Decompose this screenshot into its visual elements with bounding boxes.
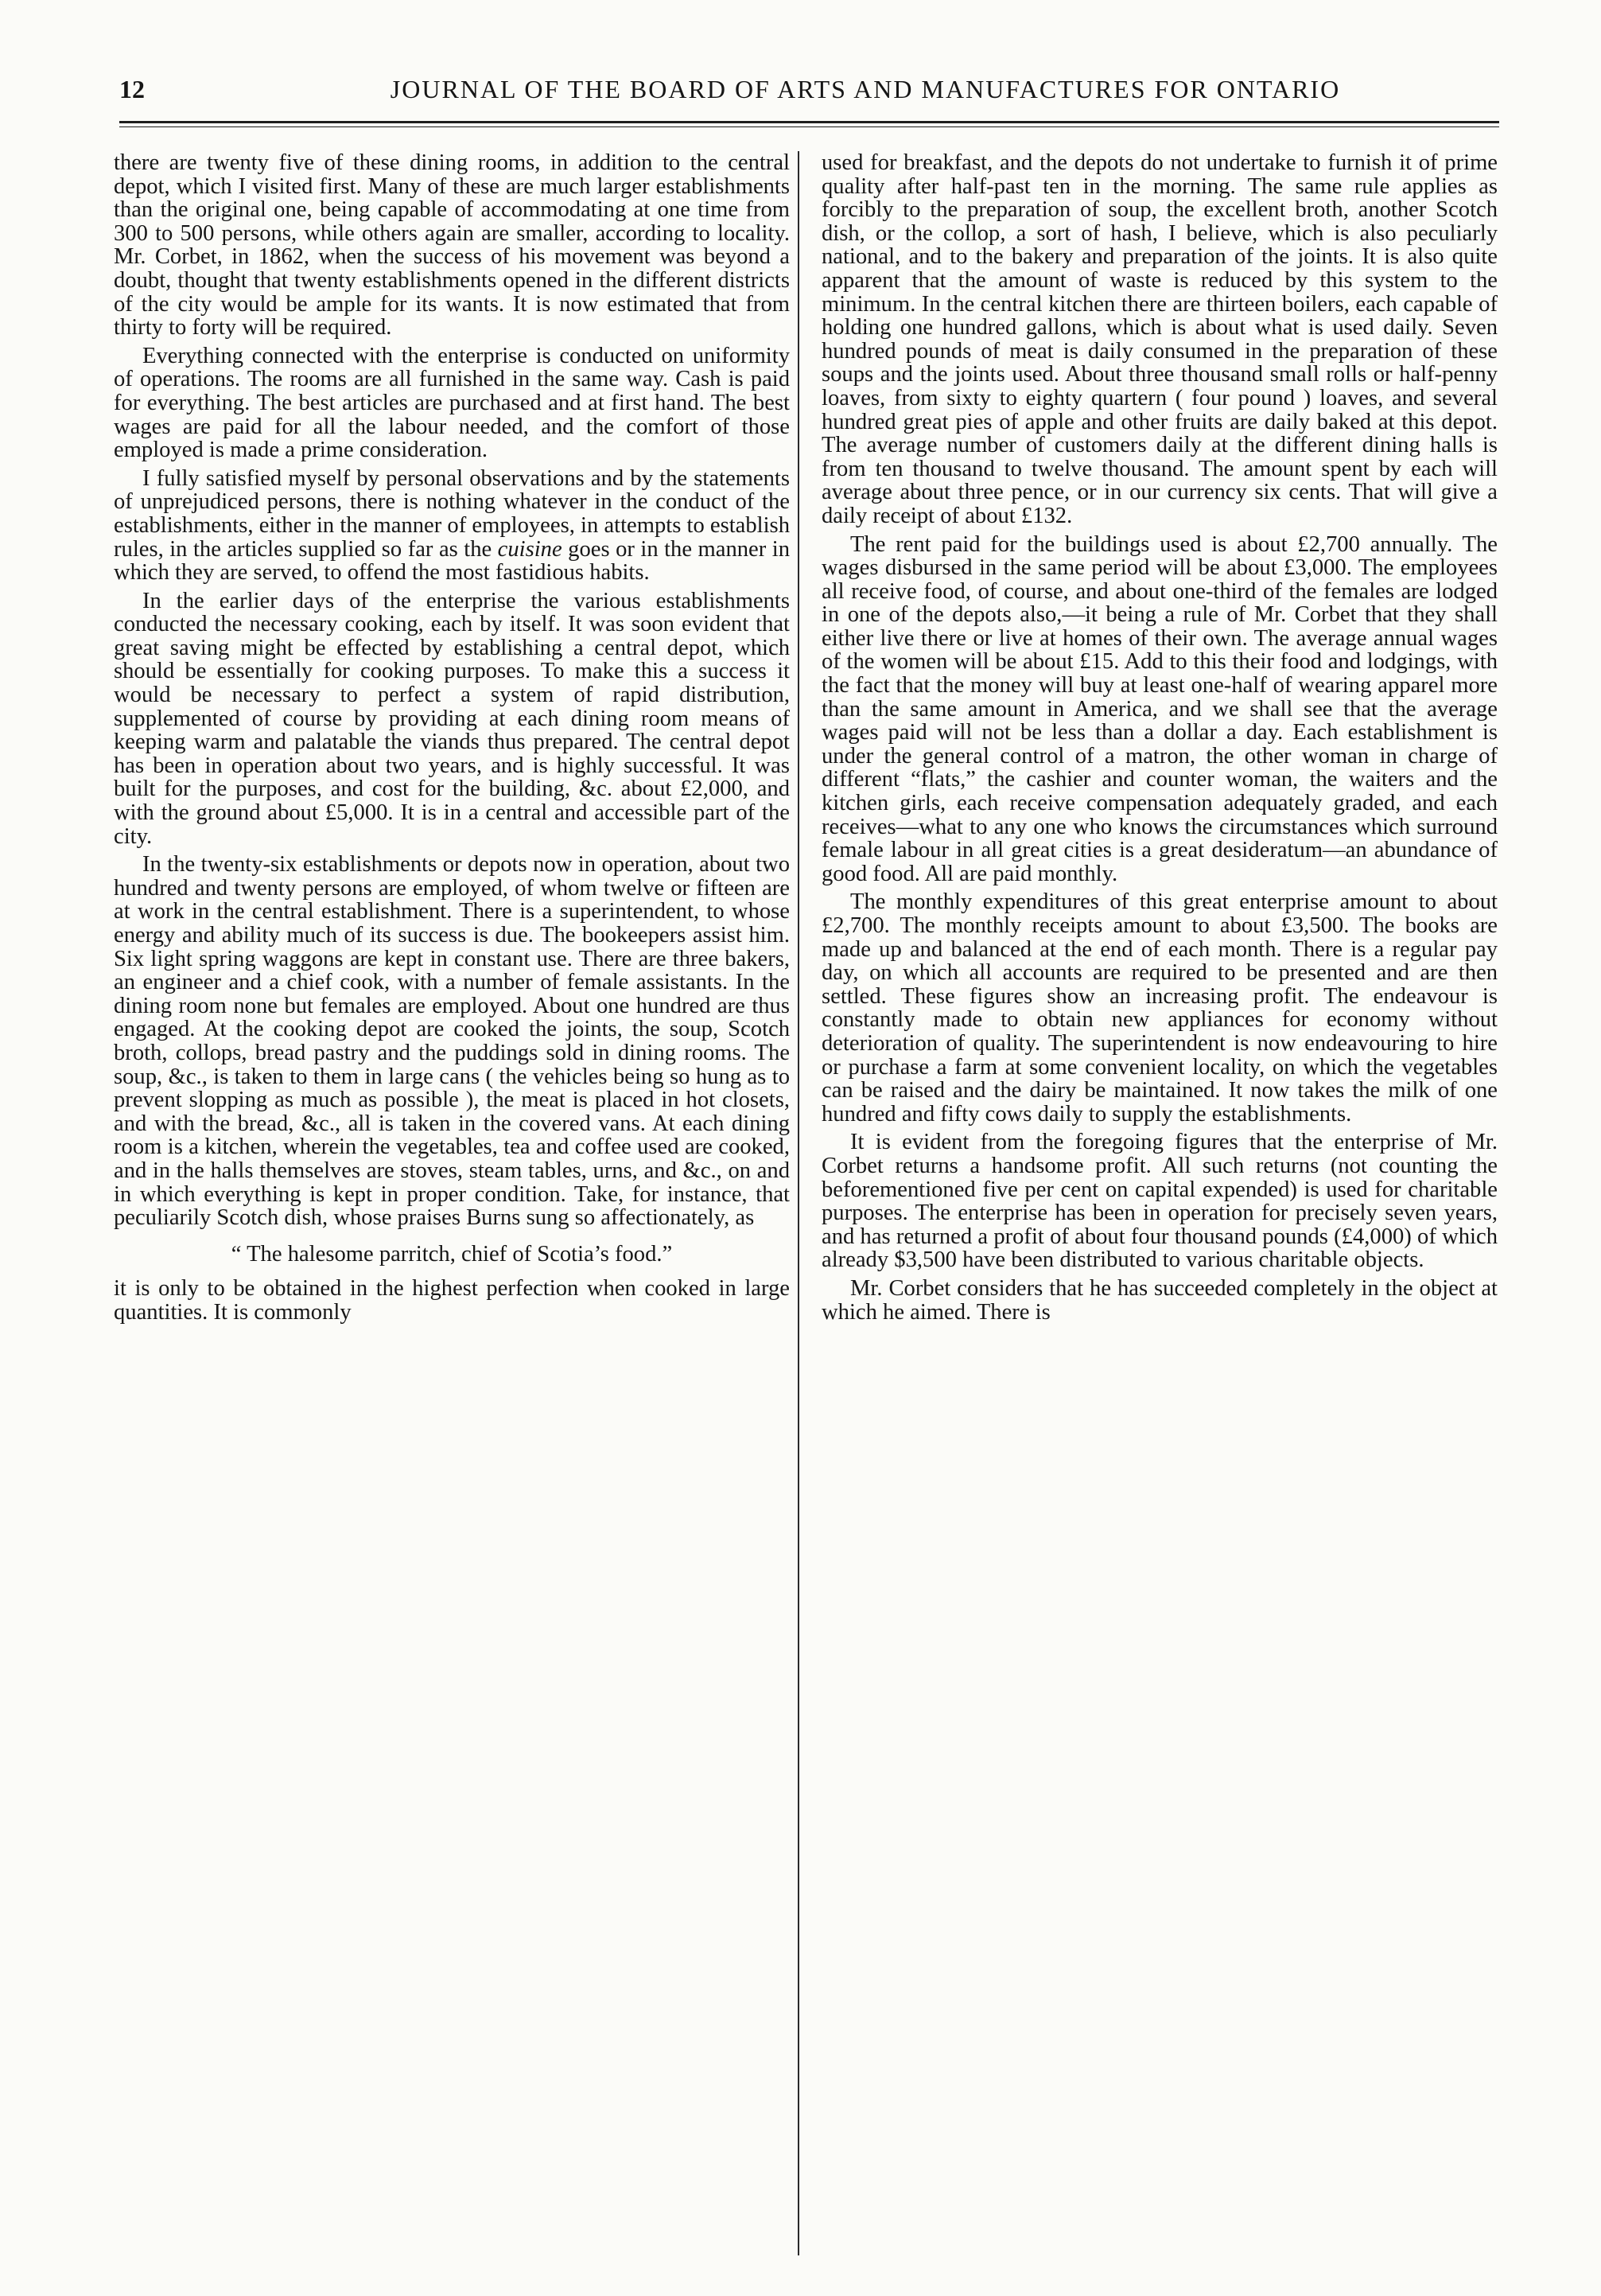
left-paragraph-4: In the earlier days of the enterprise the various establishments conducted the necessary cooking, each by itself. It was soon evident that great saving might be effected by establishing a central depot, which should be essentially for cooking purposes. To make this a success it would be necessary to perfect a system of rapid distribution, supplemented of course by providing at each dining room means of keeping warm and palatable the viands thus prepared. The central depot has been in operation about two years, and is highly successful. It was built for the purposes, and cost for the building, &c. about £2,000, and with the ground about £5,000. It is in a central and accessible part of the city.	[114, 588, 790, 849]
right-paragraph-3: The monthly expenditures of this great enterprise amount to about £2,700. The monthly receipts amount to about £3,500. The books are made up and balanced at the end of each month. There is a regular pay day, on which all accounts are required to be presented and are then settled. These figures show an increasing profit. The endeavour is constantly made to obtain new appliances for economy without deterioration of quality. The superintendent is now endeavouring to hire or purchase a farm at some convenient locality, on which the vegetables can be raised and the dairy be maintained. It now takes the milk of one hundred and fifty cows daily to supply the establishments.	[822, 889, 1498, 1127]
left-paragraph-3-text-b: goes or in the manner in which they are served, to offend the most fastidious habits.	[114, 536, 790, 586]
left-paragraph-3	[114, 467, 790, 585]
right-paragraph-5: Mr. Corbet considers that he has succeeded completely in the object at which he aimed. There is	[822, 1275, 1498, 1325]
right-paragraph-2: The rent paid for the buildings used is about £2,700 annually. The wages disbursed in the same period will be about £3,000. The employees all receive food, of course, and about one-third of the females are lodged in one of the depots also,—it being a rule of Mr. Corbet that they shall either live there or live at homes of their own. The average annual wages of the women will be about £15. Add to this their food and lodgings, with the fact that the money will buy at least one-half of wearing apparel more than the same amount in America, and we shall see that the average wages paid will not be less than a dollar a day. Each establishment is under the general control of a matron, the other woman in charge of different “flats,” the cashier and counter woman, the waiters and the kitchen girls, each receive compensation adequately graded, and each receives—what to any one who knows the circumstances which surround female labour in all great cities is a great desideratum—an abundance of good food. All are paid monthly.	[822, 531, 1498, 886]
right-paragraph-4: It is evident from the foregoing figures that the enterprise of Mr. Corbet returns a handsome profit. All such returns (not counting the beforementioned five per cent on capital expended) is used for charitable purposes. The enterprise has been in operation for precisely seven years, and has returned a profit of about four thousand pounds (£4,000) of which already $3,500 have been distributed to various charitable objects.	[822, 1130, 1498, 1273]
right-column	[822, 151, 1498, 1324]
header-rule-thin	[119, 126, 1499, 127]
page-number: 12	[119, 75, 145, 103]
burns-quotation: “ The halesome parritch, chief of Scotia’s food.”	[231, 1241, 673, 1267]
left-paragraph-3-text-a: I fully satisfied myself by personal observations and by the statements of unprejudiced persons, there is nothing whatever in the conduct of the establishments, either in the manner of employees, in attempts to establish rules, in the articles supplied so far as the	[114, 465, 790, 562]
left-column	[114, 151, 790, 1325]
page-header	[119, 70, 1499, 118]
left-paragraph-2: Everything connected with the enterprise is conducted on uniformity of operations. The rooms are all furnished in the same way. Cash is paid for everything. The best articles are purchased and at first hand. The best wages are paid for all the labour needed, and the comfort of those employed is made a prime consideration.	[114, 343, 790, 463]
right-paragraph-1: used for breakfast, and the depots do not undertake to furnish it of prime quality after half-past ten in the morning. The same rule applies as forcibly to the preparation of soup, the excellent broth, another Scotch dish, or the collop, a sort of hash, I believe, which is also peculiarly national, and to the bakery and preparation of the joints. It is also quite apparent that the amount of waste is reduced by this system to the minimum. In the central kitchen there are thirteen boilers, each capable of holding one hundred gallons, which is about what is used daily. Seven hundred pounds of meat is daily consumed in the preparation of these soups and the joints used. About three thousand small rolls or half-penny loaves, from sixty to eighty quartern ( four pound ) loaves, and several hundred great pies of apple and other fruits are daily baked at this depot. The average number of customers daily at the different dining halls is from ten thousand to twelve thousand. The amount spent by each will average about three pence, or in our currency six cents. That will give a daily receipt of about £132.	[822, 150, 1498, 528]
left-paragraph-3-emphasis: cuisine	[497, 536, 562, 562]
left-paragraph-6: it is only to be obtained in the highest perfection when cooked in large quantities. It is commonly	[114, 1276, 790, 1325]
header-rule	[119, 121, 1499, 123]
left-paragraph-1: there are twenty five of these dining rooms, in addition to the central depot, which I visited first. Many of these are much larger establishments than the original one, being capable of accommodating at one time from 300 to 500 persons, while others again are smaller, according to locality. Mr. Corbet, in 1862, when the success of his movement was beyond a doubt, thought that twenty establishments opened in the different districts of the city would be ample for its wants. It is now estimated that from thirty to forty will be required.	[114, 150, 790, 341]
left-paragraph-5: In the twenty-six establishments or depots now in operation, about two hundred and twenty persons are employed, of whom twelve or fifteen are at work in the central establishment. There is a superintendent, to whose energy and ability much of its success is due. The bookeepers assist him. Six light spring waggons are kept in constant use. There are three bakers, an engineer and a chief cook, with a number of female assistants. In the dining room none but females are employed. About one hundred are thus engaged. At the cooking depot are cooked the joints, the soup, Scotch broth, collops, bread pastry and the puddings sold in dining rooms. The soup, &c., is taken to them in large cans ( the vehicles being so hung as to prevent slopping as much as possible ), the meat is placed in hot closets, and with the bread, &c., all is taken in the covered vans. At each dining room is a kitchen, wherein the vegetables, tea and coffee used are cooked, and in the halls themselves are stoves, steam tables, urns, and &c., on and in which everything is kept in proper condition. Take, for instance, that peculiarily Scotch dish, whose praises Burns sung so affectionately, as	[114, 852, 790, 1231]
running-head: JOURNAL OF THE BOARD OF ARTS AND MANUFACTURES FOR ONTARIO	[390, 75, 1341, 103]
column-divider	[798, 151, 799, 2255]
